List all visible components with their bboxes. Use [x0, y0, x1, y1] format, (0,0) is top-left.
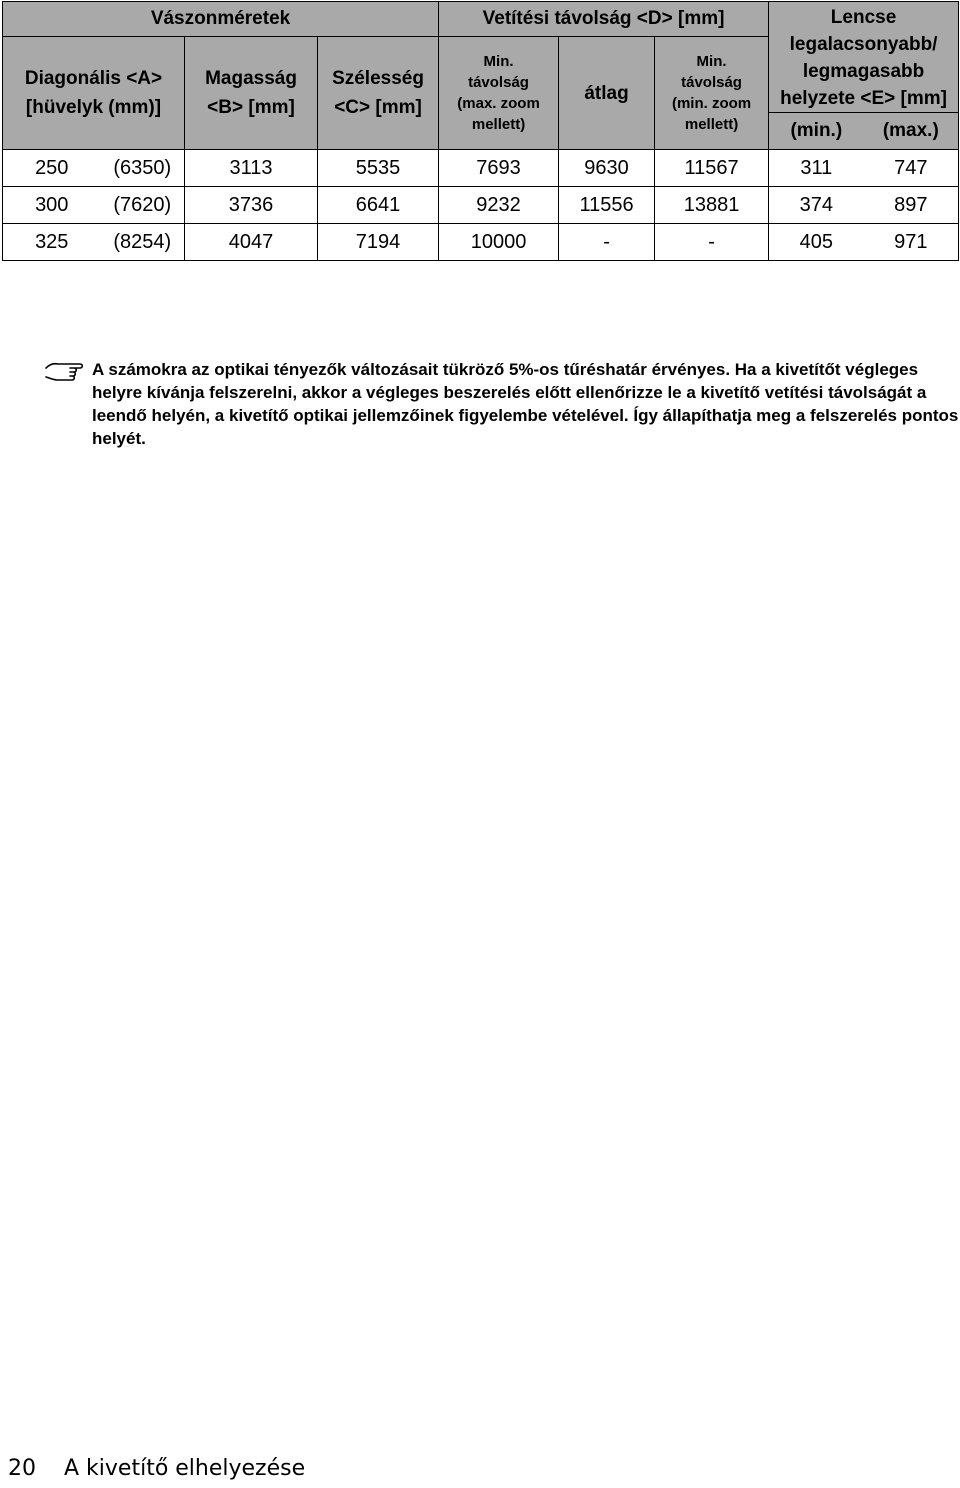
- min-distance-min-zoom-value: -: [655, 224, 769, 261]
- average-value: 9630: [559, 150, 655, 187]
- diagonal-inch: 300: [3, 187, 101, 224]
- diagonal-mm: (7620): [101, 187, 185, 224]
- lens-min-header: (min.): [769, 113, 864, 150]
- height-header: Magasság <B> [mm]: [185, 37, 318, 150]
- lens-max-header: (max.): [864, 113, 959, 150]
- lens-max-value: 897: [864, 187, 959, 224]
- width-value: 5535: [318, 150, 439, 187]
- width-header: Szélesség <C> [mm]: [318, 37, 439, 150]
- section-title: A kivetítő elhelyezése: [64, 1456, 306, 1481]
- diagonal-mm: (6350): [101, 150, 185, 187]
- lens-min-value: 374: [769, 187, 864, 224]
- lens-position-header: Lencse legalacsonyabb/ legmagasabb helyzete <E> [mm]: [769, 2, 959, 113]
- diagonal-mm: (8254): [101, 224, 185, 261]
- min-distance-max-zoom-value: 9232: [439, 187, 559, 224]
- height-value: 4047: [185, 224, 318, 261]
- screen-size-header: Vászonméretek: [3, 2, 439, 37]
- min-distance-min-zoom-value: 11567: [655, 150, 769, 187]
- average-value: -: [559, 224, 655, 261]
- lens-min-value: 311: [769, 150, 864, 187]
- lens-max-value: 971: [864, 224, 959, 261]
- projection-distance-header: Vetítési távolság <D> [mm]: [439, 2, 769, 37]
- table-row: [3, 150, 959, 187]
- min-distance-min-zoom-value: 13881: [655, 187, 769, 224]
- width-value: 7194: [318, 224, 439, 261]
- diagonal-inch: 250: [3, 150, 101, 187]
- min-distance-max-zoom-value: 7693: [439, 150, 559, 187]
- diagonal-inch: 325: [3, 224, 101, 261]
- table-row: [3, 187, 959, 224]
- height-value: 3113: [185, 150, 318, 187]
- lens-max-value: 747: [864, 150, 959, 187]
- lens-min-value: 405: [769, 224, 864, 261]
- average-header: átlag: [559, 37, 655, 150]
- min-distance-max-zoom-value: 10000: [439, 224, 559, 261]
- min-distance-max-zoom-header: Min. távolság (max. zoom mellett): [439, 37, 559, 150]
- width-value: 6641: [318, 187, 439, 224]
- page-footer: [8, 1456, 305, 1481]
- table-row: [3, 224, 959, 261]
- projection-distance-table: [2, 1, 959, 261]
- height-value: 3736: [185, 187, 318, 224]
- diagonal-header: Diagonális <A> [hüvelyk (mm)]: [3, 37, 185, 150]
- note-text: A számokra az optikai tényezők változásait tükröző 5%-os tűréshatár érvényes. Ha a kivetítőt végleges helyre kívánja felszerelni, akkor a végleges beszerelés előtt ellenőrizze le a kivetítő vetítési távolságát a leendő helyén, a kivetítő optikai jellemzőinek figyelembe vételével. Így állapíthatja meg a felszerelés pontos helyét.: [92, 360, 959, 448]
- page-number: 20: [8, 1456, 36, 1481]
- average-value: 11556: [559, 187, 655, 224]
- pointing-hand-icon: [44, 360, 86, 386]
- min-distance-min-zoom-header: Min. távolság (min. zoom mellett): [655, 37, 769, 150]
